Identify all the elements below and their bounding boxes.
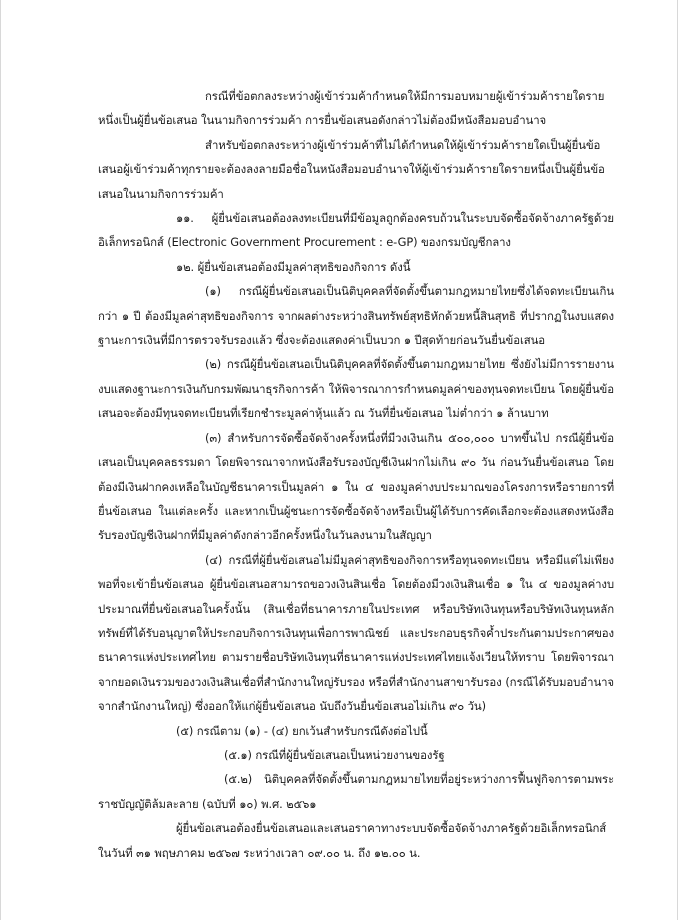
paragraph-joint-venture-power-of-attorney: สำหรับข้อตกลงระหว่างผู้เข้าร่วมค้าที่ไม่ได้กำหนดให้ผู้เข้าร่วมค้ารายใดเป็นผู้ยื่นข้อเสนอผู้เข้าร่วมค้าทุกรายจะต้องลงลายมือชื่อในหนังสือมอบอำนาจให้ผู้เข้าร่วมค้ารายใดรายหนึ่งเป็นผู้ยื่นข้อเสนอในนามกิจการร่วมค้า xyxy=(98,137,605,201)
paragraph-clause-12-4: (๔) กรณีที่ผู้ยื่นข้อเสนอไม่มีมูลค่าสุทธิของกิจการหรือทุนจดทะเบียน หรือมีแต่ไม่เพียงพอที่จะเข้ายื่นข้อเสนอ ผู้ยื่นข้อเสนอสามารถขอวงเงินสินเชื่อ โดยต้องมีวงเงินสินเชื่อ ๑ ใน ๔ ของมูลค่างบประมาณที่ยื่นข้อเสนอในครั้งนั้น (สินเชื่อที่ธนาคารภายในประเทศ หรือบริษัทเงินทุนหรือบริษัทเงินทุนหลักทรัพย์ที่ได้รับอนุญาตให้ประกอบกิจการเงินทุนเพื่อการพาณิชย์ และประกอบธุรกิจค้ำประกันตามประกาศของธนาคารแห่งประเทศไทย ตามรายชื่อบริษัทเงินทุนที่ธนาคารแห่งประเทศไทยแจ้งเวียนให้ทราบ โดยพิจารณาจากยอดเงินรวมของวงเงินสินเชื่อที่สำนักงานใหญ่รับรอง หรือที่สำนักงานสาขารับรอง (กรณีได้รับมอบอำนาจจากสำนักงานใหญ่) ซึ่งออกให้แก่ผู้ยื่นข้อเสนอ นับถึงวันยื่นข้อเสนอไม่เกิน ๙๐ วัน) xyxy=(98,552,614,714)
paragraph-clause-12-5-2: (๕.๒) นิติบุคคลที่จัดตั้งขึ้นตามกฎหมายไทยที่อยู่ระหว่างการฟื้นฟูกิจการตามพระราชบัญญัติล้มละลาย (ฉบับที่ ๑๐) พ.ศ. ๒๕๖๑ xyxy=(98,772,614,811)
paragraph-clause-11: ๑๑. ผู้ยื่นข้อเสนอต้องลงทะเบียนที่มีข้อมูลถูกต้องครบถ้วนในระบบจัดซื้อจัดจ้างภาครัฐด้วยอิเล็กทรอนิกส์ (Electronic Government Procurement : e-GP) ของกรมบัญชีกลาง xyxy=(98,211,614,250)
paragraph-clause-12-1: (๑) กรณีผู้ยื่นข้อเสนอเป็นนิติบุคคลที่จัดตั้งขึ้นตามกฎหมายไทยซึ่งได้จดทะเบียนเกินกว่า ๑ ปี ต้องมีมูลค่าสุทธิของกิจการ จากผลต่างระหว่างสินทรัพย์สุทธิหักด้วยหนี้สินสุทธิ ที่ปรากฏในงบแสดงฐานะการเงินที่มีการตรวจรับรองแล้ว ซึ่งจะต้องแสดงค่าเป็นบวก ๑ ปีสุดท้ายก่อนวันยื่นข้อเสนอ xyxy=(98,284,614,348)
paragraph-joint-venture-designation: กรณีที่ข้อตกลงระหว่างผู้เข้าร่วมค้ากำหนดให้มีการมอบหมายผู้เข้าร่วมค้ารายใดรายหนึ่งเป็นผู้ยื่นข้อเสนอ ในนามกิจการร่วมค้า การยื่นข้อเสนอดังกล่าวไม่ต้องมีหนังสือมอบอำนาจ xyxy=(98,89,605,128)
paragraph-clause-12: ๑๒. ผู้ยื่นข้อเสนอต้องมีมูลค่าสุทธิของกิจการ ดังนี้ xyxy=(176,259,411,274)
paragraph-clause-12-5-1: (๕.๑) กรณีที่ผู้ยื่นข้อเสนอเป็นหน่วยงานของรัฐ xyxy=(224,747,445,762)
paragraph-clause-12-2: (๒) กรณีผู้ยื่นข้อเสนอเป็นนิติบุคคลที่จัดตั้งขึ้นตามกฎหมายไทย ซึ่งยังไม่มีการรายงานงบแสดงฐานะการเงินกับกรมพัฒนาธุรกิจการค้า ให้พิจารณาการกำหนดมูลค่าของทุนจดทะเบียน โดยผู้ยื่นข้อเสนอจะต้องมีทุนจดทะเบียนที่เรียกชำระมูลค่าหุ้นแล้ว ณ วันที่ยื่นข้อเสนอ ไม่ต่ำกว่า ๑ ล้านบาท xyxy=(98,357,614,421)
paragraph-submission-date: ผู้ยื่นข้อเสนอต้องยื่นข้อเสนอและเสนอราคาทางระบบจัดซื้อจัดจ้างภาครัฐด้วยอิเล็กทรอนิกส์ในวันที่ ๓๑ พฤษภาคม ๒๕๖๗ ระหว่างเวลา ๐๙.๐๐ น. ถึง ๑๒.๐๐ น. xyxy=(98,821,607,860)
document-body xyxy=(98,84,614,865)
paragraph-clause-12-5: (๕) กรณีตาม (๑) - (๔) ยกเว้นสำหรับกรณีดังต่อไปนี้ xyxy=(176,723,428,738)
paragraph-clause-12-3: (๓) สำหรับการจัดซื้อจัดจ้างครั้งหนึ่งที่มีวงเงินเกิน ๕๐๐,๐๐๐ บาทขึ้นไป กรณีผู้ยื่นข้อเสนอเป็นบุคคลธรรมดา โดยพิจารณาจากหนังสือรับรองบัญชีเงินฝากไม่เกิน ๙๐ วัน ก่อนวันยื่นข้อเสนอ โดยต้องมีเงินฝากคงเหลือในบัญชีธนาคารเป็นมูลค่า ๑ ใน ๔ ของมูลค่างบประมาณของโครงการหรือรายการที่ยื่นข้อเสนอ ในแต่ละครั้ง และหากเป็นผู้ชนะการจัดซื้อจัดจ้างหรือเป็นผู้ได้รับการคัดเลือกจะต้องแสดงหนังสือรับรองบัญชีเงินฝากที่มีมูลค่าดังกล่าวอีกครั้งหนึ่งในวันลงนามในสัญญา xyxy=(98,430,614,543)
